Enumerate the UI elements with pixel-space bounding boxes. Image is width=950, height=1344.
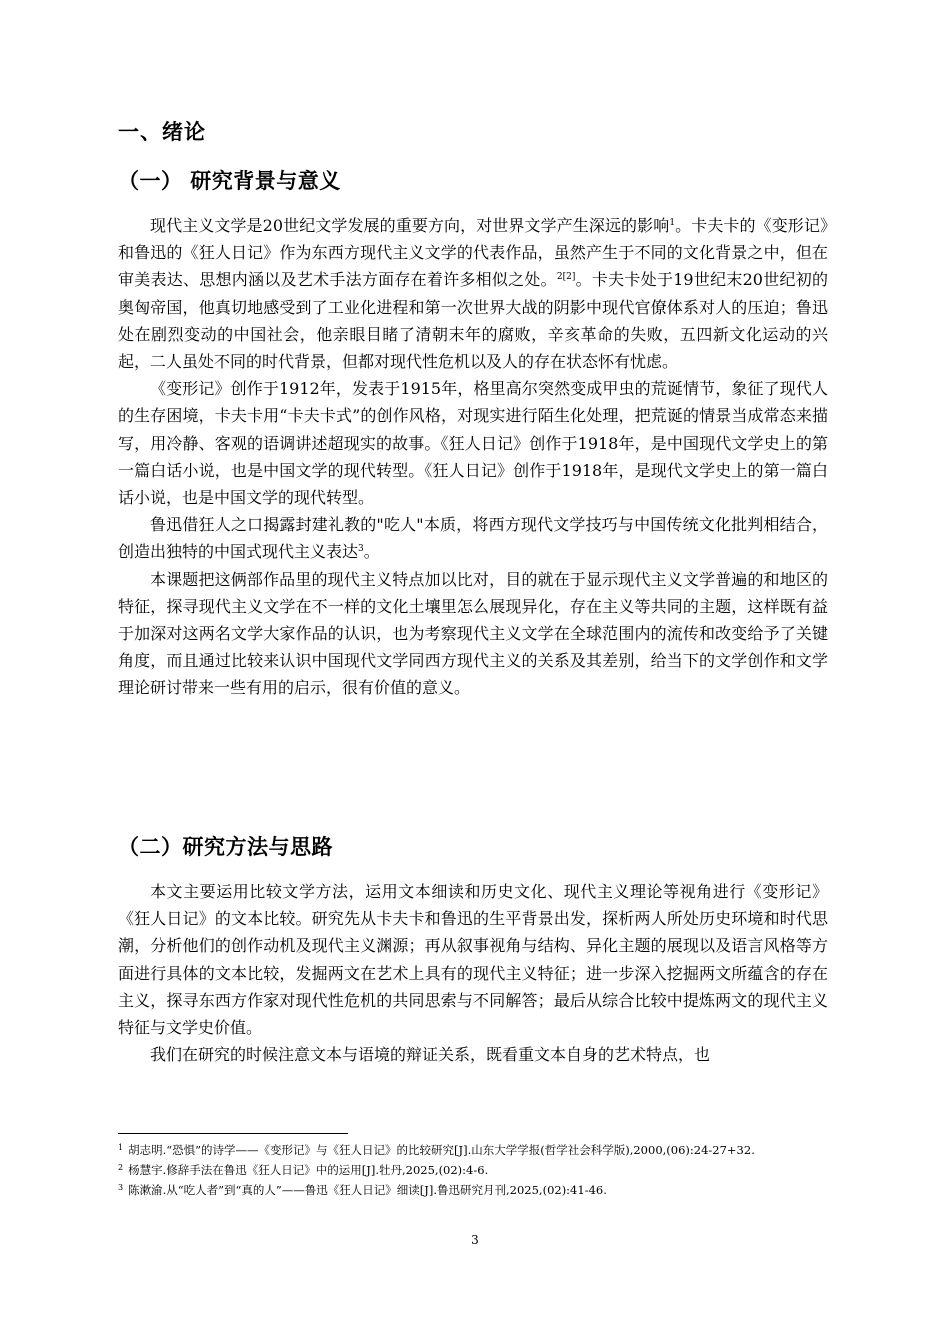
footnote-ref[interactable]: 2[2] — [556, 272, 576, 283]
footnote-item: $^3$ 陈漱渝.从“吃人者”到“真的人”——鲁迅《狂人日记》细读[J].鲁迅研究月刊,2025,(02):41-46. — [118, 1183, 607, 1197]
section-background-body — [118, 212, 828, 702]
paragraph: 《变形记》创作于1912年，发表于1915年，格里高尔突然变成甲虫的荒诞情节，象征了现代人的生存困境，卡夫卡用“卡夫卡式”的创作风格，对现实进行陌生化处理，把荒诞的情景当成常态来描写，用冷静、客观的语调讲述超现实的故事。《狂人日记》创作于1918年，是中国现代文学史上的第一篇白话小说，也是中国文学的现代转型。《狂人日记》创作于1918年，是现代文学史上的第一篇白话小说，也是中国文学的现代转型。 — [118, 379, 828, 508]
page-number: 3 — [471, 1233, 479, 1247]
section-heading-background: （一） 研究背景与意义 — [118, 169, 341, 193]
footnote-divider — [118, 1133, 348, 1134]
chapter-heading: 一、绪论 — [118, 120, 206, 144]
footnote-item: $^1$ 胡志明.“恐惧”的诗学——《变形记》与《狂人日记》的比较研究[J].山东大学学报(哲学社会科学版),2000,(06):24-27+32. — [118, 1143, 755, 1157]
section-heading-method: （二）研究方法与思路 — [118, 835, 333, 859]
paragraph: 本课题把这俩部作品里的现代主义特点加以比对，目的就在于显示现代主义文学普遍的和地区的特征，探寻现代主义文学在不一样的文化土壤里怎么展现异化，存在主义等共同的主题，这样既有益于加深对这两名文学大家作品的认识，也为考察现代主义文学在全球范围内的流传和改变给予了关键角度，而且通过比较来认识中国现代文学同西方现代主义的关系及其差别，给当下的文学创作和文学理论研讨带来一些有用的启示，很有价值的意义。 — [118, 569, 828, 698]
footnote-ref[interactable]: 1 — [669, 218, 676, 228]
paragraph: 鲁迅借狂人之口揭露封建礼教的"吃人"本质，将西方现代文学技巧与中国传统文化批判相结合，创造出独特的中国式现代主义表达$^3$。 — [118, 515, 828, 562]
paragraph: 现代主义文学是20世纪文学发展的重要方向，对世界文学产生深远的影响$^1$。卡夫卡的《变形记》和鲁迅的《狂人日记》作为东西方现代主义文学的代表作品，虽然产生于不同的文化背景之中，但在审美表达、思想内涵以及艺术手法方面存在着许多相似之处。$^{2[2]}$。卡夫卡处于19世纪末20世纪初的奥匈帝国，他真切地感受到了工业化进程和第一次世界大战的阴影中现代官僚体系对人的压迫；鲁迅处在剧烈变动的中国社会，他亲眼目睹了清朝末年的腐败，辛亥革命的失败，五四新文化运动的兴起，二人虽处不同的时代背景，但都对现代性危机以及人的存在状态怀有忧虑。 — [118, 216, 828, 372]
paragraph: 本文主要运用比较文学方法，运用文本细读和历史文化、现代主义理论等视角进行《变形记》《狂人日记》的文本比较。研究先从卡夫卡和鲁迅的生平背景出发，探析两人所处历史环境和时代思潮，分析他们的创作动机及现代主义渊源；再从叙事视角与结构、异化主题的展现以及语言风格等方面进行具体的文本比较，发掘两文在艺术上具有的现代主义特征；进一步深入挖掘两文所蕴含的存在主义，探寻东西方作家对现代性危机的共同思索与不同解答；最后从综合比较中提炼两文的现代主义特征与文学史价值。 — [118, 882, 828, 1038]
paragraph: 我们在研究的时候注意文本与语境的辩证关系，既看重文本自身的艺术特点，也 — [150, 1045, 711, 1065]
footnote-ref[interactable]: 3 — [358, 544, 364, 555]
footnote-item: $^2$ 杨慧宇.修辞手法在鲁迅《狂人日记》中的运用[J].牡丹,2025,(02):4-6. — [118, 1163, 489, 1177]
section-method-body — [118, 878, 828, 1068]
footnotes — [118, 1139, 830, 1199]
